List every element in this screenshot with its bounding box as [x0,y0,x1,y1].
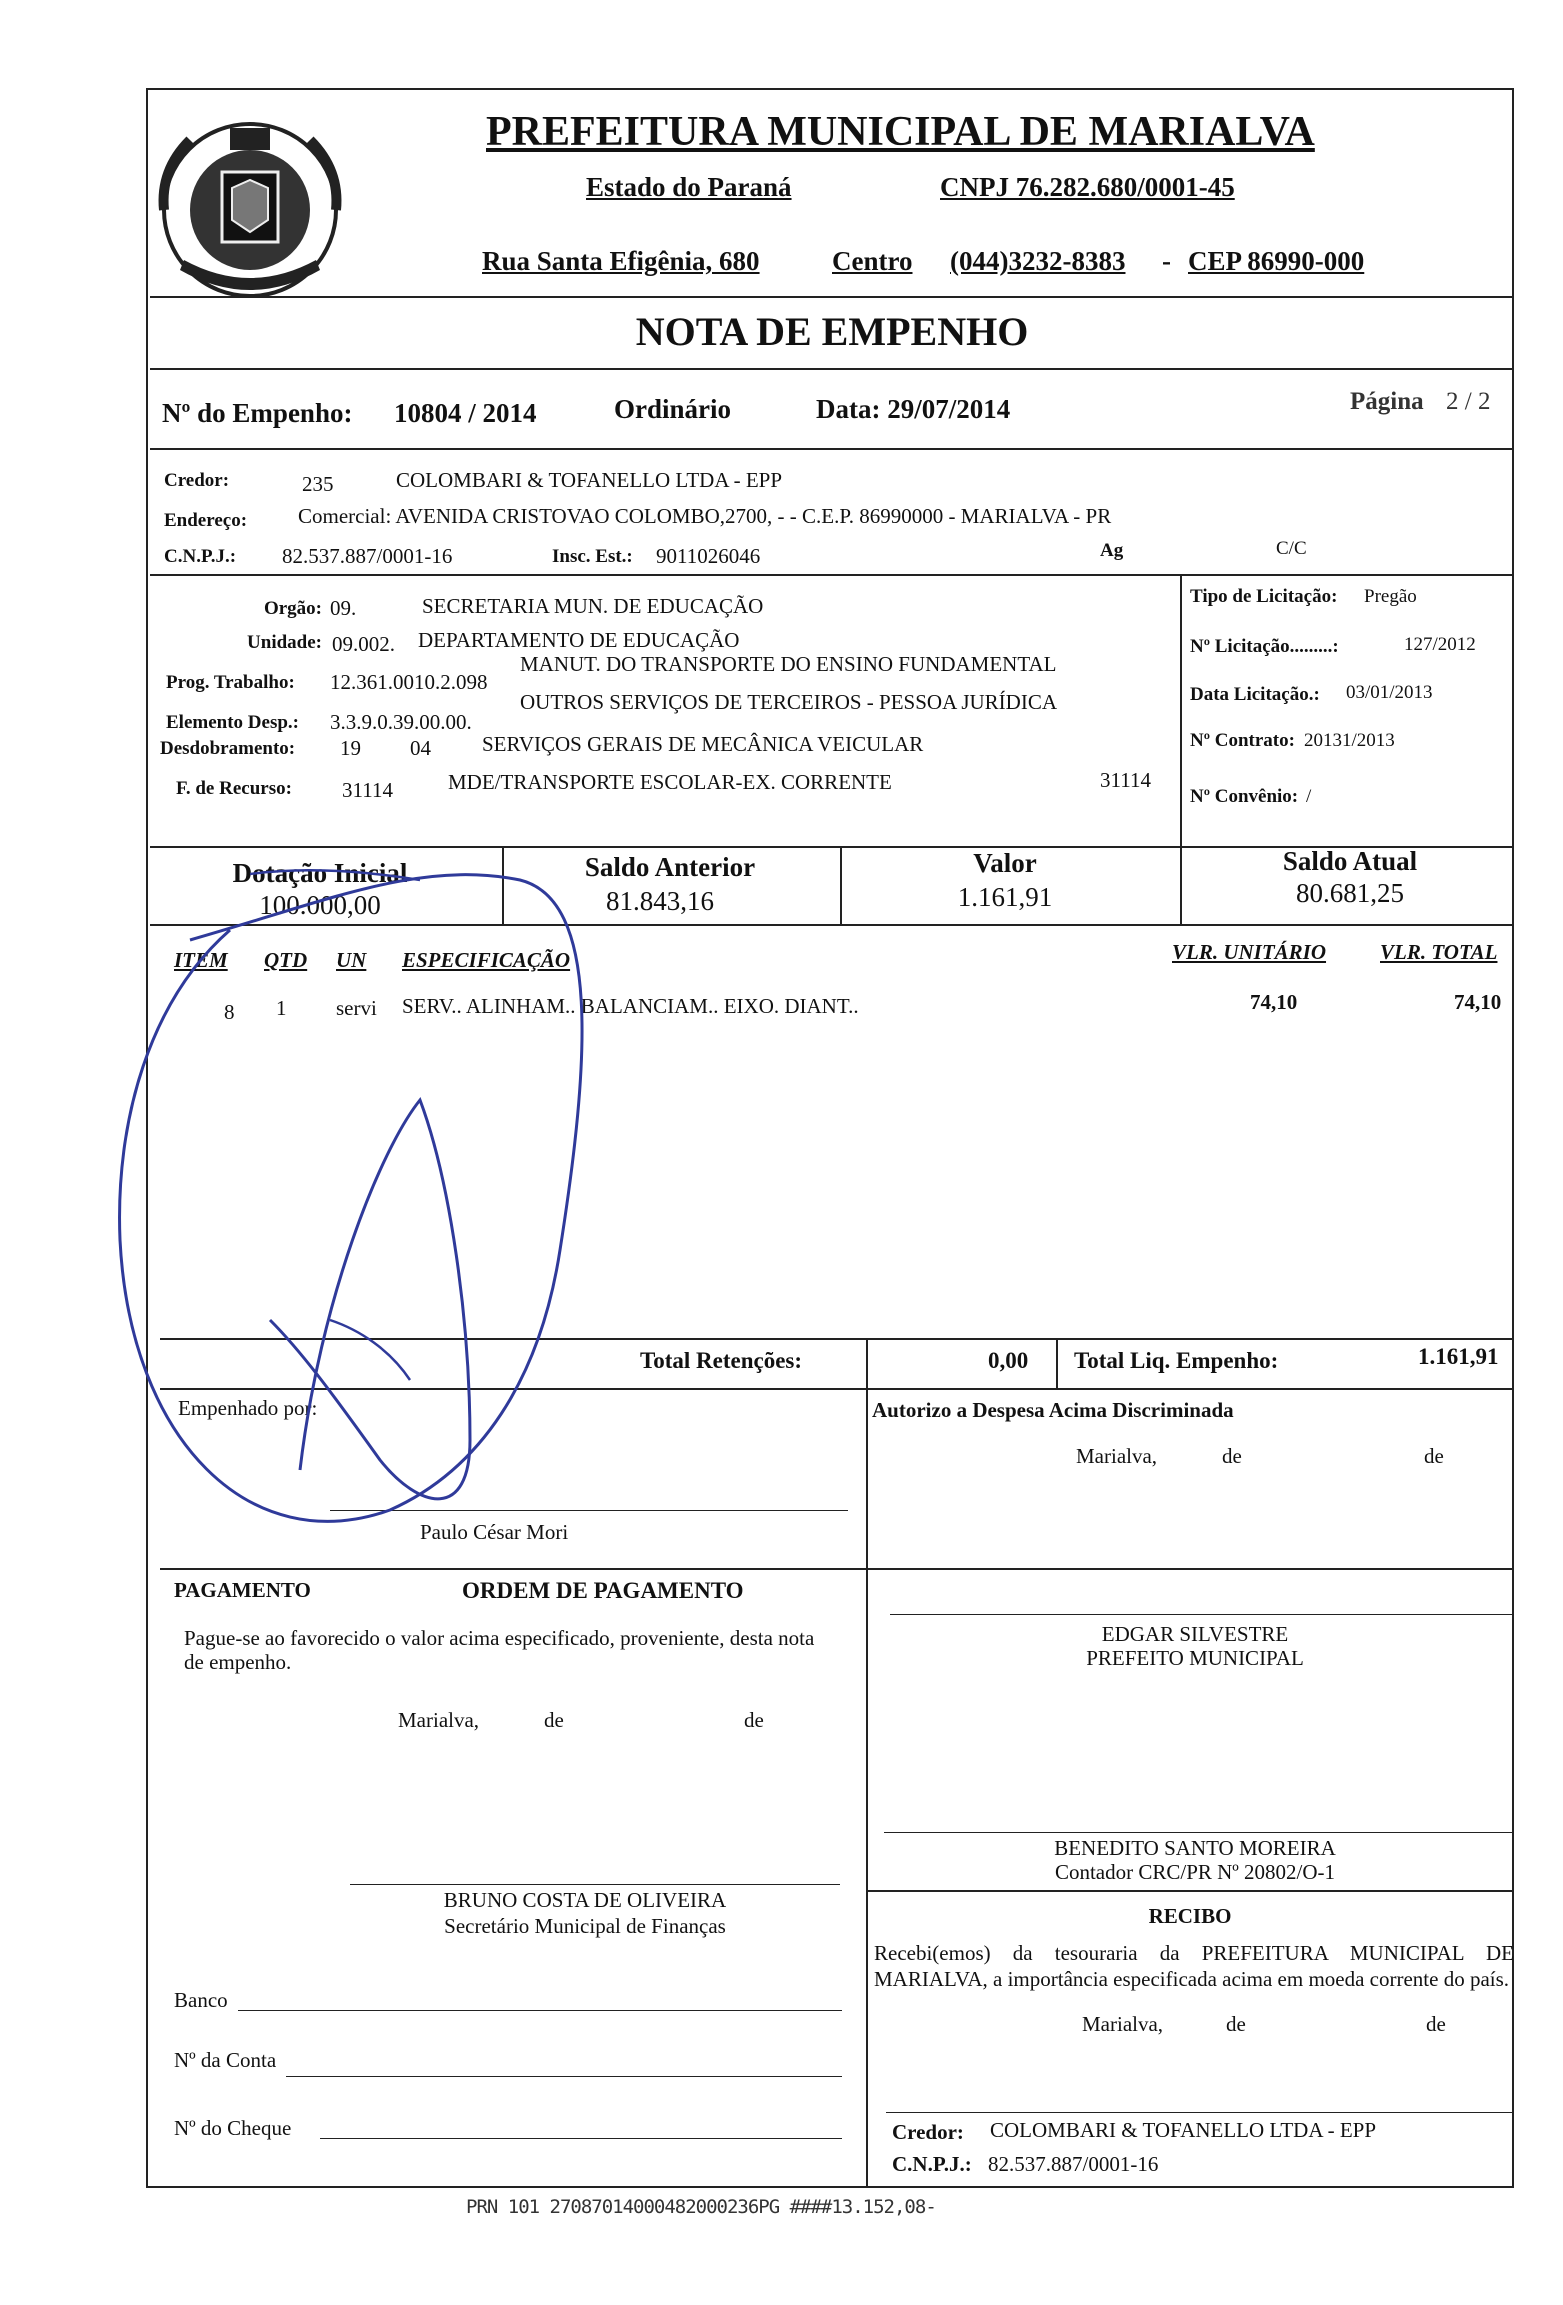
credor-name: COLOMBARI & TOFANELLO LTDA - EPP [396,468,783,492]
pagamento-label: PAGAMENTO [174,1578,311,1602]
financas-signer-name: BRUNO COSTA DE OLIVEIRA [443,1888,727,1912]
endereco-value: Comercial: AVENIDA CRISTOVAO COLOMBO,2700, - - C.E.P. 86990000 - MARIALVA - PR [298,504,1112,528]
prefeito-role: PREFEITO MUNICIPAL [1086,1646,1304,1670]
convenio-value: / [1306,786,1312,807]
prog-code: 12.361.0010.2.098 [330,670,488,694]
recibo-de1: de [1226,2012,1246,2036]
rule [150,296,1514,298]
signature-line [330,1510,848,1511]
item-unit-value: 74,10 [1250,990,1298,1014]
recibo-cnpj-value: 82.537.887/0001-16 [988,2152,1159,2176]
rule [160,1338,1514,1340]
autorizo-label: Autorizo a Despesa Acima Discriminada [872,1398,1234,1422]
orgao-label: Orgão: [263,598,322,619]
valor-value: 1.161,91 [957,882,1053,912]
divider [866,1338,868,1388]
credor-code: 235 [302,472,334,496]
elemento-label: Elemento Desp.: [166,712,299,733]
licitacao-type: Pregão [1364,586,1417,607]
recibo-de2: de [1426,2012,1446,2036]
rule [150,368,1514,370]
empenho-date: Data: 29/07/2014 [816,394,1011,424]
financas-signer-role: Secretário Municipal de Finanças [444,1914,726,1938]
orgao-name: SECRETARIA MUN. DE EDUCAÇÃO [422,594,764,618]
recibo-text: Recebi(emos) da tesouraria da PREFEITURA MUNICIPAL DE MARIALVA, a importância especificada acima em moeda corrente do país. [874,1941,1514,1991]
recurso-code2: 31114 [1100,768,1151,792]
conta-label: Nº da Conta [174,2048,277,2072]
coat-of-arms-seal [150,110,350,310]
retencoes-value: 0,00 [988,1348,1029,1373]
autorizo-de2: de [1424,1444,1444,1468]
divider [866,1568,868,2188]
recurso-label: F. de Recurso: [176,778,292,799]
dotacao-inicial-label: Dotação Inicial [232,858,408,888]
licitacao-number-label: Nº Licitação.........: [1190,636,1339,657]
cnpj-label: C.N.P.J.: [164,546,237,567]
elemento-code: 3.3.9.0.39.00.00. [330,710,472,734]
unidade-code: 09.002. [332,632,395,656]
divider [1180,846,1182,924]
prog-label: Prog. Trabalho: [166,672,295,693]
elemento-name: OUTROS SERVIÇOS DE TERCEIROS - PESSOA JURÍDICA [520,690,1058,714]
insc-label: Insc. Est.: [552,546,633,567]
contrato-label: Nº Contrato: [1190,730,1295,751]
col-header-espec: ESPECIFICAÇÃO [402,948,571,972]
insc-value: 9011026046 [656,544,761,568]
endereco-label: Endereço: [164,510,248,531]
licitacao-date-label: Data Licitação.: [1190,684,1320,705]
cep: CEP 86990-000 [1188,246,1365,276]
page-label: Página [1350,388,1424,415]
agency-label: Ag [1100,540,1124,561]
empenho-type: Ordinário [614,394,732,424]
divider [866,1388,868,1568]
dotacao-inicial-value: 100.000,00 [259,890,381,920]
autorizo-de1: de [1222,1444,1242,1468]
signature-line [884,1832,1512,1833]
recibo-credor-label: Credor: [892,2120,964,2144]
banco-label: Banco [174,1988,228,2012]
retencoes-label: Total Retenções: [640,1348,803,1373]
unidade-label: Unidade: [247,632,322,653]
empenhado-signer: Paulo César Mori [420,1520,569,1544]
divider [1180,574,1182,846]
street-address: Rua Santa Efigênia, 680 [482,246,760,276]
recibo-city: Marialva, [1082,2012,1164,2036]
doc-title: NOTA DE EMPENHO [635,309,1029,354]
rule [150,448,1514,450]
account-label: C/C [1276,538,1307,559]
prog-name: MANUT. DO TRANSPORTE DO ENSINO FUNDAMENTAL [520,652,1057,676]
conta-field[interactable] [286,2076,842,2077]
desdobramento-label: Desdobramento: [160,738,296,759]
saldo-atual-value: 80.681,25 [1296,878,1404,908]
rule [866,1890,1514,1892]
recurso-code: 31114 [342,778,393,802]
state-name: Estado do Paraná [586,172,792,202]
banco-field[interactable] [238,2010,842,2011]
licitacao-number: 127/2012 [1404,634,1476,655]
valor-label: Valor [973,848,1037,878]
signature-line [890,1614,1512,1615]
recibo-label: RECIBO [1148,1904,1232,1928]
contador-name: BENEDITO SANTO MOREIRA [1054,1836,1336,1860]
rule [150,574,1514,576]
signature-line [350,1884,840,1885]
licitacao-type-label: Tipo de Licitação: [1190,586,1338,607]
col-header-unit: VLR. UNITÁRIO [1172,940,1327,964]
item-number: 8 [224,1000,235,1024]
item-total-value: 74,10 [1454,990,1502,1014]
signature-line [886,2112,1512,2113]
rule [160,1388,1514,1390]
liquido-label: Total Liq. Empenho: [1074,1348,1279,1373]
rule [150,924,1514,926]
saldo-anterior-value: 81.843,16 [606,886,714,916]
col-header-total: VLR. TOTAL [1380,940,1498,964]
pagamento-text: Pague-se ao favorecido o valor acima especificado, proveniente, desta nota de empenho. [184,1626,815,1674]
desdobramento-code: 19 [340,736,361,760]
empenhado-label: Empenhado por: [178,1396,318,1420]
orgao-code: 09. [330,596,357,620]
col-header-item: ITEM [174,948,228,972]
autorizo-city: Marialva, [1076,1444,1158,1468]
page-number: 2 / 2 [1446,388,1491,415]
institution-cnpj: CNPJ 76.282.680/0001-45 [940,172,1235,202]
phone: (044)3232-8383 [950,246,1126,276]
saldo-atual-label: Saldo Atual [1282,846,1418,876]
saldo-anterior-label: Saldo Anterior [584,852,756,882]
contrato-value: 20131/2013 [1304,730,1395,751]
divider [502,846,504,924]
pagamento-de1: de [544,1708,564,1732]
institution-title: PREFEITURA MUNICIPAL DE MARIALVA [486,109,1315,155]
col-header-un: UN [336,948,367,972]
convenio-label: Nº Convênio: [1190,786,1299,807]
pagamento-city: Marialva, [398,1708,480,1732]
rule [160,1568,1514,1570]
divider [1056,1338,1058,1388]
licitacao-date: 03/01/2013 [1346,682,1433,703]
cnpj-value: 82.537.887/0001-16 [282,544,453,568]
pagamento-de2: de [744,1708,764,1732]
cheque-field[interactable] [320,2138,842,2139]
divider [840,846,842,924]
item-un: servi [336,996,377,1020]
cheque-label: Nº do Cheque [174,2116,292,2140]
prefeito-name: EDGAR SILVESTRE [1101,1622,1289,1646]
contador-role: Contador CRC/PR Nº 20802/O-1 [1054,1860,1336,1884]
recurso-name: MDE/TRANSPORTE ESCOLAR-EX. CORRENTE [448,770,892,794]
liquido-value: 1.161,91 [1418,1344,1499,1369]
ordem-pagamento-label: ORDEM DE PAGAMENTO [462,1578,744,1603]
col-header-qtd: QTD [264,948,308,972]
separator: - [1162,246,1171,276]
credor-label: Credor: [164,470,230,491]
desdobramento-code2: 04 [410,736,431,760]
unidade-name: DEPARTAMENTO DE EDUCAÇÃO [418,628,740,652]
recibo-cnpj-label: C.N.P.J.: [892,2152,972,2176]
empenho-number-label: Nº do Empenho: [162,398,353,428]
item-qtd: 1 [276,996,287,1020]
footer-code: PRN 101 27087014000482000236PG ####13.152,08- [466,2196,936,2218]
item-espec: SERV.. ALINHAM.. BALANCIAM.. EIXO. DIANT.. [402,994,859,1018]
desdobramento-name: SERVIÇOS GERAIS DE MECÂNICA VEICULAR [482,732,924,756]
recibo-credor-value: COLOMBARI & TOFANELLO LTDA - EPP [990,2118,1377,2142]
district: Centro [832,246,913,276]
empenho-number: 10804 / 2014 [394,398,537,428]
